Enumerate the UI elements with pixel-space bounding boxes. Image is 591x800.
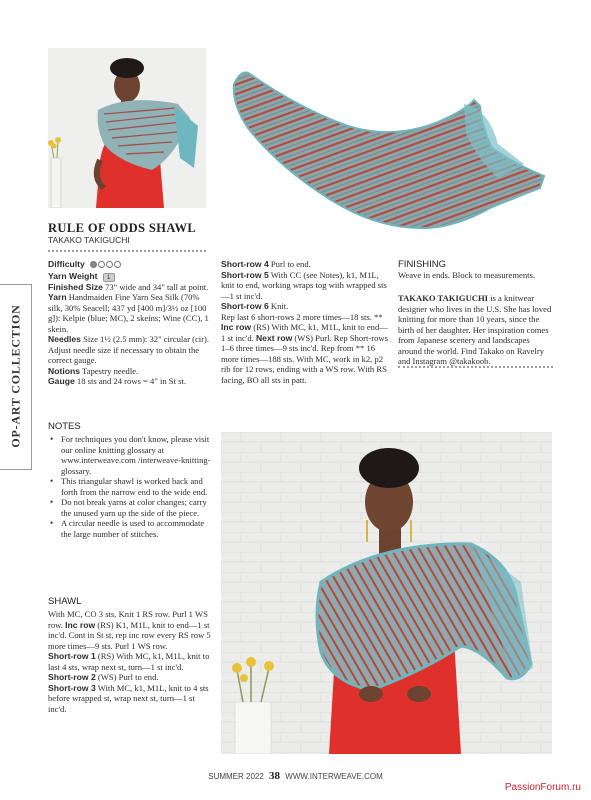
yarn-weight-label: Yarn Weight bbox=[48, 270, 98, 281]
notes-heading: NOTES bbox=[48, 421, 81, 432]
yarn-weight-icon: 1 bbox=[103, 273, 115, 282]
finishing-heading: FINISHING bbox=[398, 259, 447, 270]
short-row-4-label: Short-row 4 bbox=[221, 259, 269, 269]
bio-text: is a knitwear designer who lives in the U.S. She has loved knitting for more than 10 years, since the birth of her daughter. Her inspiration comes from Japanese scenery and landscapes around the world. Find Takako on Ravelry and Instagram @takakoob. bbox=[398, 293, 552, 366]
model-photo-large bbox=[221, 432, 552, 754]
shawl-intro-b: (RS) K1, M1L, knit to end—1 st inc'd. Cont in St st, rep inc row every RS row 5 more times—9 sts. Purl 1 WS row. bbox=[48, 619, 211, 651]
list-item: • This triangular shawl is worked back and forth from the narrow end to the wide end. bbox=[48, 476, 212, 497]
shawl-instructions-part2 bbox=[221, 259, 391, 385]
pattern-title: RULE OF ODDS SHAWL bbox=[48, 221, 197, 235]
section-tab-label: OP-ART COLLECTION bbox=[8, 304, 23, 448]
shawl-intro-a: With MC, CO 3 sts. Knit 1 RS row. Purl 1 WS row. bbox=[48, 609, 208, 630]
footer-season: SUMMER 2022 bbox=[208, 772, 264, 781]
gauge-text: 18 sts and 24 rows = 4" in St st. bbox=[74, 376, 186, 386]
watermark: PassionForum.ru bbox=[504, 782, 581, 793]
list-item: • A circular needle is used to accommodate the large number of stitches. bbox=[48, 518, 212, 539]
difficulty-rating-icon bbox=[90, 260, 122, 271]
page-number: 38 bbox=[269, 770, 281, 782]
short-row-2-label: Short-row 2 bbox=[48, 672, 96, 682]
short-row-2-text: (WS) Purl to end. bbox=[95, 672, 159, 682]
needles-text: Size 1½ (2.5 mm): 32" circular (cir). Adjust needle size if necessary to obtain the correct gauge. bbox=[48, 334, 210, 365]
bio-name: TAKAKO TAKIGUCHI bbox=[398, 293, 489, 303]
model-photo-small bbox=[48, 48, 206, 208]
needles-label: Needles bbox=[48, 334, 81, 344]
short-row-4-text: Purl to end. bbox=[268, 259, 311, 269]
gauge-label: Gauge bbox=[48, 376, 75, 386]
repeat-text-c: (WS) Purl. Rep Short-rows 1–6 three times—9 sts inc'd. Rep from ** 16 more times—188 sts. With MC, work in k2, p2 rib for 12 rows, ending with a WS row. With RS facing, BO all sts in patt. bbox=[221, 332, 388, 385]
finished-size-label: Finished Size bbox=[48, 281, 103, 292]
inc-row-label: Inc row bbox=[65, 619, 96, 630]
notions-text: Tapestry needle. bbox=[79, 365, 139, 376]
short-row-3-text: With MC, k1, M1L, knit to 4 sts before wrapped st, wrap next st, turn—1 st inc'd. bbox=[48, 682, 209, 714]
repeat-text-a: Rep last 6 short-rows 2 more times—18 sts. ** bbox=[221, 311, 383, 322]
yarn-label: Yarn bbox=[48, 292, 67, 302]
pattern-designer: TAKAKO TAKIGUCHI bbox=[48, 235, 130, 245]
repeat-text-b: (RS) With MC, k1, M1L, knit to end—1 st inc'd. bbox=[221, 322, 388, 343]
shawl-heading: SHAWL bbox=[48, 596, 82, 607]
short-row-5-text: With CC (see Notes), k1, M1L, knit to end, working wraps tog with wrapped sts—1 st inc'd. bbox=[221, 269, 387, 301]
inc-row-2-label: Inc row bbox=[221, 322, 252, 332]
short-row-6-text: Knit. bbox=[268, 301, 289, 311]
notes-list bbox=[48, 434, 212, 539]
short-row-1-label: Short-row 1 bbox=[48, 651, 96, 661]
bio-divider bbox=[398, 366, 553, 368]
next-row-label: Next row bbox=[255, 332, 293, 343]
short-row-1-text: (RS) With MC, k1, M1L, knit to last 4 sts, wrap next st, turn—1 st inc'd. bbox=[48, 651, 210, 672]
specs-block bbox=[48, 259, 212, 387]
finished-size-text: 73" wide and 34" tall at point. bbox=[102, 281, 209, 292]
page-footer bbox=[0, 770, 591, 782]
short-row-6-label: Short-row 6 bbox=[221, 301, 269, 311]
shawl-instructions-part1 bbox=[48, 609, 212, 714]
title-divider bbox=[48, 250, 206, 252]
list-item: • For techniques you don't know, please visit our online knitting glossary at www.interweave.com /interweave-knitting-glossary. bbox=[48, 434, 212, 476]
designer-bio bbox=[398, 293, 553, 367]
yarn-text: Handmaiden Fine Yarn Sea Silk (70% silk, 30% Seacell; 437 yd [400 m]/3½ oz [100 g]): Kelpie (blue; MC), 2 skeins; Wine (CC), 1 skein. bbox=[48, 292, 209, 334]
shawl-photo bbox=[228, 48, 548, 238]
list-item: • Do not break yarns at color changes; carry the unused yarn up the side of the piece. bbox=[48, 497, 212, 518]
footer-site: WWW.INTERWEAVE.COM bbox=[285, 772, 383, 781]
difficulty-label: Difficulty bbox=[48, 259, 85, 269]
finishing-text: Weave in ends. Block to measurements. bbox=[398, 270, 536, 280]
notions-label: Notions bbox=[48, 365, 80, 376]
short-row-3-label: Short-row 3 bbox=[48, 682, 96, 693]
short-row-5-label: Short-row 5 bbox=[221, 269, 269, 280]
